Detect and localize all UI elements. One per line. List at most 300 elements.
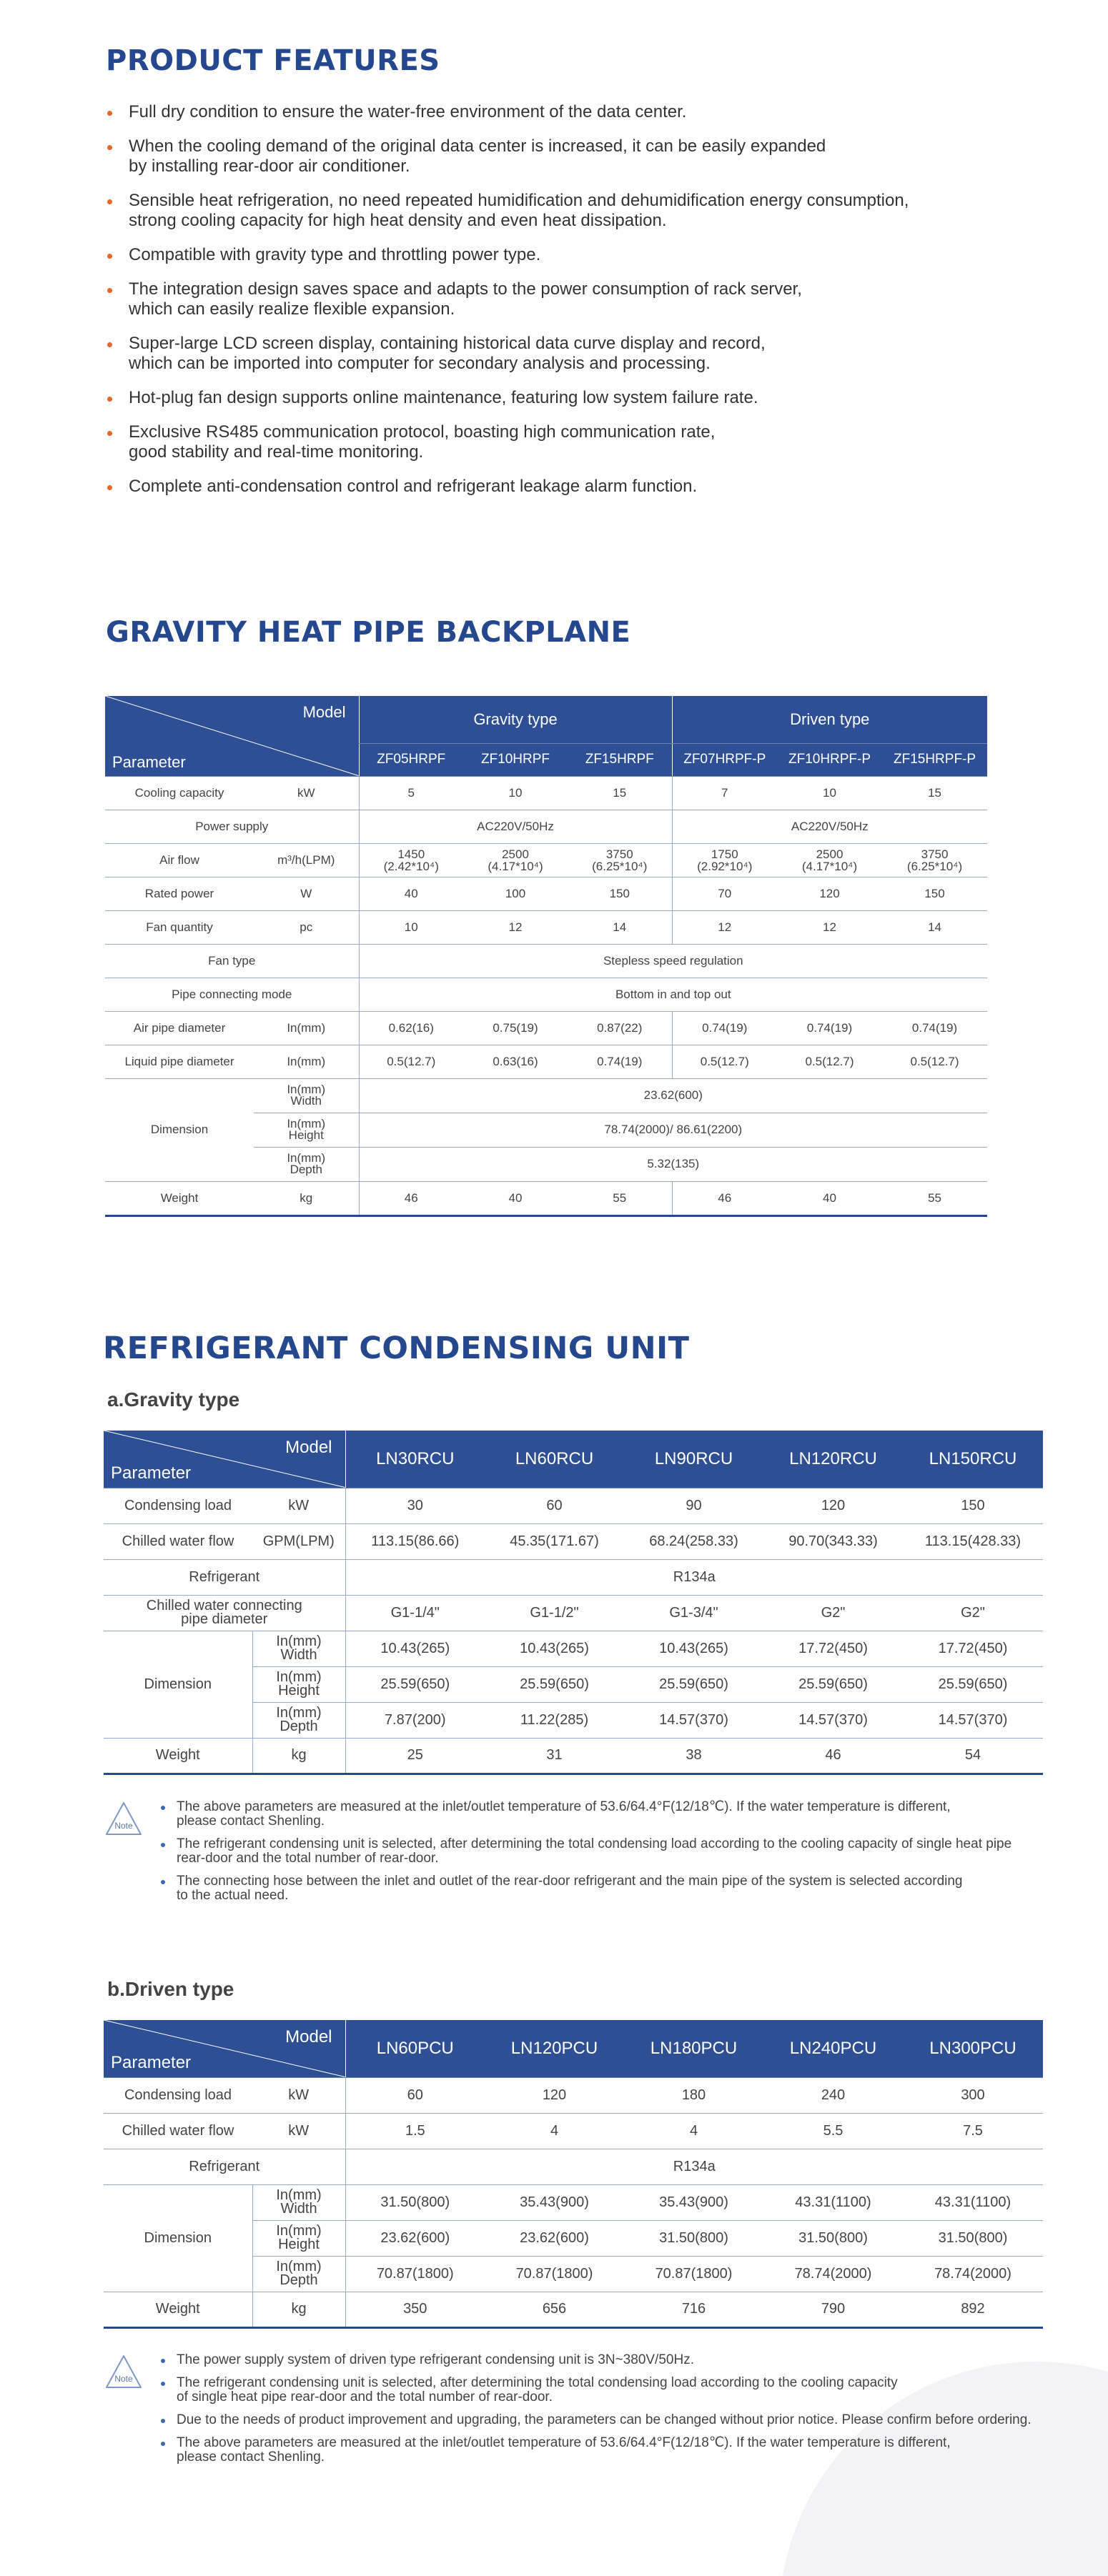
cell-value: 12	[777, 910, 882, 944]
airflow-sub: (4.17*10⁴)	[801, 859, 858, 873]
cell-value: 23.62(600)	[345, 2220, 485, 2256]
cell-value: 54	[903, 1738, 1043, 1774]
cell-value: 11.22(285)	[485, 1702, 624, 1738]
list-item	[161, 1837, 1090, 1866]
cell-value: 10	[359, 910, 463, 944]
list-item-line: Exclusive RS485 communication protocol, boasting high communication rate,	[129, 422, 716, 442]
cell-value: 5.32(135)	[359, 1147, 987, 1181]
model-header: LN150RCU	[903, 1431, 1043, 1488]
row-label-line: Chilled water connecting	[146, 1598, 302, 1613]
airflow-main: 3750	[605, 847, 633, 861]
list-item	[161, 1874, 1090, 1903]
cell-value: 10	[463, 776, 568, 810]
cell-value: 15	[882, 776, 987, 810]
cell-value: G1-1/4"	[345, 1595, 485, 1631]
model-header: LN240PCU	[763, 2020, 903, 2077]
model-header: LN90RCU	[624, 1431, 763, 1488]
list-item-line: The integration design saves space and adapts to the power consumption of rack server,	[129, 279, 802, 299]
cell-value: 46	[763, 1738, 903, 1774]
list-item-line: The refrigerant condensing unit is selected, after determining the total condensing load according to the cooling capacity	[177, 2375, 898, 2390]
cell-value: 120	[485, 2077, 624, 2113]
model-header: ZF15HRPF-P	[882, 743, 987, 776]
dimension-name: Height	[278, 1683, 320, 1699]
cell-value: R134a	[345, 2149, 1043, 2184]
row-label: Weight	[104, 2292, 252, 2327]
cell-value: 150	[903, 1488, 1043, 1523]
dimension-unit	[252, 1631, 345, 1666]
cell-value: 14.57(370)	[903, 1702, 1043, 1738]
table-row	[105, 776, 987, 810]
row-unit: In(mm)	[254, 1045, 359, 1078]
cell-value: 40	[359, 877, 463, 910]
cell-value: 0.5(12.7)	[777, 1045, 882, 1078]
cell-value: 17.72(450)	[903, 1631, 1043, 1666]
dimension-unit	[252, 1702, 345, 1738]
gravity-condensing-table	[104, 1431, 1043, 1775]
cell-value: Bottom in and top out	[359, 978, 987, 1011]
row-label: Dimension	[104, 1631, 252, 1738]
table-corner-header	[104, 1431, 345, 1488]
list-item-line: good stability and real-time monitoring.	[129, 442, 424, 462]
cell-value: 60	[485, 1488, 624, 1523]
airflow-main: 1750	[711, 847, 738, 861]
dimension-unit	[252, 2220, 345, 2256]
row-label: Refrigerant	[104, 1559, 345, 1595]
cell-value: 12	[672, 910, 777, 944]
row-label-line: pipe diameter	[181, 1611, 268, 1627]
driven-type-subtitle: b.Driven type	[107, 1978, 234, 2000]
corner-model-label: Model	[285, 2027, 332, 2047]
cell-value: 0.74(19)	[882, 1011, 987, 1045]
list-item-line: please contact Shenling.	[177, 2450, 325, 2465]
list-item-line: Compatible with gravity type and throttling power type.	[129, 245, 541, 264]
row-label: Air pipe diameter	[105, 1011, 254, 1045]
driven-notes-list	[161, 2353, 1090, 2473]
list-item-line: please contact Shenling.	[177, 1814, 325, 1829]
cell-value: 1.5	[345, 2113, 485, 2149]
cell-value: 43.31(1100)	[903, 2184, 1043, 2220]
cell-value: 14	[568, 910, 672, 944]
cell-value: 4	[485, 2113, 624, 2149]
row-label: Weight	[104, 1738, 252, 1774]
condensing-unit-title: REFRIGERANT CONDENSING UNIT	[103, 1331, 690, 1366]
list-item-line: Sensible heat refrigeration, no need repeated humidification and dehumidification energy consumption,	[129, 191, 909, 210]
cell-value: 46	[359, 1181, 463, 1215]
row-label: Refrigerant	[104, 2149, 345, 2184]
airflow-sub: (2.42*10⁴)	[383, 859, 439, 873]
table-row	[104, 2113, 1043, 2149]
cell-value: 90	[624, 1488, 763, 1523]
dimension-name: Width	[280, 2201, 317, 2217]
table-row	[105, 877, 987, 910]
cell-value: 14	[882, 910, 987, 944]
list-item	[161, 2436, 1090, 2465]
cell-value: 78.74(2000)/ 86.61(2200)	[359, 1113, 987, 1147]
list-item-line: which can easily realize flexible expansion.	[129, 299, 455, 319]
row-unit: W	[254, 877, 359, 910]
cell-value: 25	[345, 1738, 485, 1774]
table-row	[104, 1488, 1043, 1523]
list-item-line: Complete anti-condensation control and refrigerant leakage alarm function.	[129, 477, 698, 496]
dimension-name: Width	[290, 1094, 322, 1108]
row-unit: kg	[252, 1738, 345, 1774]
list-item	[107, 477, 1037, 497]
model-header: LN60RCU	[485, 1431, 624, 1488]
cell-value: 14.57(370)	[624, 1702, 763, 1738]
list-item	[161, 2413, 1090, 2427]
cell-value: 120	[777, 877, 882, 910]
table-row	[105, 910, 987, 944]
driven-notes	[104, 2353, 1090, 2496]
table-row	[105, 978, 987, 1011]
dimension-unit-text: In(mm)	[287, 1117, 326, 1130]
list-item-line: by installing rear-door air conditioner.	[129, 156, 410, 176]
cell-value: 7.5	[903, 2113, 1043, 2149]
cell-value: 12	[463, 910, 568, 944]
cell-value: 790	[763, 2292, 903, 2327]
row-label: Power supply	[105, 810, 359, 843]
cell-value: 4	[624, 2113, 763, 2149]
list-item	[161, 2353, 1090, 2367]
model-header: ZF15HRPF	[568, 743, 672, 776]
cell-value: 10.43(265)	[485, 1631, 624, 1666]
cell-value: 350	[345, 2292, 485, 2327]
table-row	[104, 1738, 1043, 1774]
model-header: LN180PCU	[624, 2020, 763, 2077]
list-item-line: The refrigerant condensing unit is selected, after determining the total condensing load according to the cooling capacity of single heat pipe	[177, 1836, 1012, 1851]
cell-value: 300	[903, 2077, 1043, 2113]
list-item-line: strong cooling capacity for high heat density and even heat dissipation.	[129, 211, 667, 230]
cell-value: 31.50(800)	[763, 2220, 903, 2256]
cell-value: AC220V/50Hz	[672, 810, 987, 843]
features-list	[107, 102, 1037, 511]
cell-value: 120	[763, 1488, 903, 1523]
model-header: ZF10HRPF-P	[777, 743, 882, 776]
row-label: Rated power	[105, 877, 254, 910]
table-row	[104, 1523, 1043, 1559]
list-item	[161, 2376, 1090, 2405]
airflow-sub: (4.17*10⁴)	[488, 859, 543, 873]
row-label: Fan quantity	[105, 910, 254, 944]
table-row	[105, 1011, 987, 1045]
cell-value: 7.87(200)	[345, 1702, 485, 1738]
model-header: LN120PCU	[485, 2020, 624, 2077]
cell-value: 23.62(600)	[485, 2220, 624, 2256]
row-label: Condensing load	[104, 1488, 252, 1523]
cell-value	[777, 843, 882, 877]
cell-value: 100	[463, 877, 568, 910]
note-icon-label: Note	[114, 1821, 133, 1831]
corner-parameter-label: Parameter	[111, 1463, 192, 1483]
table-row	[104, 1559, 1043, 1595]
list-item-line: When the cooling demand of the original data center is increased, it can be easily expanded	[129, 136, 826, 156]
cell-value: 0.63(16)	[463, 1045, 568, 1078]
list-item	[161, 1800, 1090, 1829]
cell-value: 180	[624, 2077, 763, 2113]
corner-parameter-label: Parameter	[111, 2052, 192, 2072]
airflow-sub: (6.25*10⁴)	[906, 859, 963, 873]
dimension-unit-text: In(mm)	[287, 1151, 326, 1165]
cell-value: 25.59(650)	[345, 1666, 485, 1702]
list-item-line: of single heat pipe rear-door and the total number of rear-door.	[177, 2389, 553, 2405]
row-label: Air flow	[105, 843, 254, 877]
cell-value: 113.15(86.66)	[345, 1523, 485, 1559]
list-item-line: Due to the needs of product improvement and upgrading, the parameters can be changed without prior notice. Please confirm before ordering.	[177, 2412, 1032, 2427]
dimension-unit-text: In(mm)	[276, 1669, 322, 1685]
row-label: Liquid pipe diameter	[105, 1045, 254, 1078]
cell-value: 35.43(900)	[624, 2184, 763, 2220]
gravity-notes	[104, 1800, 1090, 1929]
cell-value: 68.24(258.33)	[624, 1523, 763, 1559]
corner-parameter-label: Parameter	[112, 752, 186, 771]
airflow-main: 1450	[397, 847, 425, 861]
dimension-unit	[254, 1147, 359, 1181]
cell-value: 5.5	[763, 2113, 903, 2149]
cell-value: 25.59(650)	[903, 1666, 1043, 1702]
cell-value: Stepless speed regulation	[359, 944, 987, 978]
cell-value: 0.75(19)	[463, 1011, 568, 1045]
cell-value: 45.35(171.67)	[485, 1523, 624, 1559]
cell-value: 10.43(265)	[624, 1631, 763, 1666]
table-row	[105, 1181, 987, 1215]
cell-value: 14.57(370)	[763, 1702, 903, 1738]
cell-value: 78.74(2000)	[763, 2256, 903, 2292]
cell-value: 0.5(12.7)	[882, 1045, 987, 1078]
dimension-name: Depth	[290, 1163, 322, 1176]
row-label: Cooling capacity	[105, 776, 254, 810]
row-unit: kW	[254, 776, 359, 810]
cell-value: 716	[624, 2292, 763, 2327]
model-header: ZF07HRPF-P	[672, 743, 777, 776]
cell-value: 40	[777, 1181, 882, 1215]
airflow-main: 3750	[921, 847, 949, 861]
driven-condensing-table	[104, 2020, 1043, 2329]
dimension-name: Height	[288, 1128, 324, 1142]
cell-value: 70	[672, 877, 777, 910]
dimension-unit	[254, 1113, 359, 1147]
list-item	[107, 245, 1037, 265]
row-label: Condensing load	[104, 2077, 252, 2113]
list-item-line: The above parameters are measured at the inlet/outlet temperature of 53.6/64.4°F(12/18℃). If the water temperature is different,	[177, 2435, 951, 2450]
table-row	[104, 2292, 1043, 2327]
cell-value: 40	[463, 1181, 568, 1215]
cell-value: 0.87(22)	[568, 1011, 672, 1045]
cell-value: 31.50(800)	[903, 2220, 1043, 2256]
cell-value	[359, 843, 463, 877]
cell-value: 35.43(900)	[485, 2184, 624, 2220]
row-unit: kg	[254, 1181, 359, 1215]
cell-value: 25.59(650)	[485, 1666, 624, 1702]
note-icon-label: Note	[114, 2374, 133, 2384]
list-item-line: The power supply system of driven type refrigerant condensing unit is 3N~380V/50Hz.	[177, 2352, 694, 2367]
list-item	[107, 191, 1037, 231]
cell-value: 31.50(800)	[624, 2220, 763, 2256]
cell-value: 5	[359, 776, 463, 810]
note-icon	[104, 2353, 144, 2390]
list-item-line: which can be imported into computer for secondary analysis and processing.	[129, 354, 711, 373]
cell-value	[463, 843, 568, 877]
cell-value	[568, 843, 672, 877]
dimension-unit-text: In(mm)	[276, 2187, 322, 2203]
row-label: Chilled water flow	[104, 1523, 252, 1559]
cell-value: 240	[763, 2077, 903, 2113]
table-row	[104, 1631, 1043, 1666]
row-label: Pipe connecting mode	[105, 978, 359, 1011]
row-label: Fan type	[105, 944, 359, 978]
row-unit: kg	[252, 2292, 345, 2327]
list-item	[107, 422, 1037, 462]
table-corner-header	[104, 2020, 345, 2077]
airflow-main: 2500	[816, 847, 844, 861]
cell-value: 90.70(343.33)	[763, 1523, 903, 1559]
list-item	[107, 136, 1037, 176]
cell-value: 0.74(19)	[568, 1045, 672, 1078]
cell-value: AC220V/50Hz	[359, 810, 672, 843]
row-unit: m³/h(LPM)	[254, 843, 359, 877]
table-row	[105, 944, 987, 978]
cell-value: G1-3/4"	[624, 1595, 763, 1631]
cell-value	[882, 843, 987, 877]
cell-value: 15	[568, 776, 672, 810]
table-row	[104, 2149, 1043, 2184]
cell-value: 0.5(12.7)	[672, 1045, 777, 1078]
dimension-unit-text: In(mm)	[276, 1705, 322, 1721]
list-item-line: Hot-plug fan design supports online maintenance, featuring low system failure rate.	[129, 388, 758, 407]
dimension-name: Width	[280, 1647, 317, 1663]
group-gravity-type: Gravity type	[359, 696, 672, 743]
cell-value: 38	[624, 1738, 763, 1774]
table-row	[104, 2077, 1043, 2113]
cell-value: 113.15(428.33)	[903, 1523, 1043, 1559]
cell-value: 55	[882, 1181, 987, 1215]
cell-value: 70.87(1800)	[624, 2256, 763, 2292]
cell-value: 10.43(265)	[345, 1631, 485, 1666]
cell-value: 23.62(600)	[359, 1078, 987, 1113]
dimension-unit	[252, 1666, 345, 1702]
dimension-unit-text: In(mm)	[276, 2259, 322, 2274]
cell-value: 55	[568, 1181, 672, 1215]
dimension-name: Depth	[280, 2272, 318, 2288]
cell-value: 17.72(450)	[763, 1631, 903, 1666]
cell-value: 7	[672, 776, 777, 810]
cell-value	[672, 843, 777, 877]
model-header: LN60PCU	[345, 2020, 485, 2077]
list-item-line: rear-door and the total number of rear-door.	[177, 1851, 439, 1866]
product-features-title: PRODUCT FEATURES	[106, 44, 440, 77]
cell-value: 31.50(800)	[345, 2184, 485, 2220]
dimension-name: Height	[278, 2237, 320, 2252]
gravity-backplane-title: GRAVITY HEAT PIPE BACKPLANE	[106, 616, 631, 649]
row-label: Chilled water flow	[104, 2113, 252, 2149]
model-header: LN120RCU	[763, 1431, 903, 1488]
cell-value: 78.74(2000)	[903, 2256, 1043, 2292]
model-header: ZF10HRPF	[463, 743, 568, 776]
row-label: Dimension	[104, 2184, 252, 2292]
cell-value: G2"	[903, 1595, 1043, 1631]
cell-value: 25.59(650)	[763, 1666, 903, 1702]
table-row	[104, 2184, 1043, 2220]
cell-value: 46	[672, 1181, 777, 1215]
cell-value: 70.87(1800)	[485, 2256, 624, 2292]
list-item-line: Full dry condition to ensure the water-free environment of the data center.	[129, 102, 687, 121]
list-item-line: The connecting hose between the inlet and outlet of the rear-door refrigerant and the main pipe of the system is selected according	[177, 1874, 963, 1889]
cell-value: G1-1/2"	[485, 1595, 624, 1631]
model-header: LN300PCU	[903, 2020, 1043, 2077]
row-unit: In(mm)	[254, 1011, 359, 1045]
airflow-main: 2500	[502, 847, 529, 861]
row-unit: kW	[252, 2077, 345, 2113]
dimension-unit	[254, 1078, 359, 1113]
row-unit: kW	[252, 1488, 345, 1523]
row-unit: GPM(LPM)	[252, 1523, 345, 1559]
dimension-name: Depth	[280, 1719, 318, 1734]
cell-value: 0.5(12.7)	[359, 1045, 463, 1078]
row-unit: kW	[252, 2113, 345, 2149]
group-driven-type: Driven type	[672, 696, 987, 743]
list-item	[107, 279, 1037, 319]
table-row	[105, 1045, 987, 1078]
list-item-line: to the actual need.	[177, 1888, 289, 1903]
dimension-unit	[252, 2256, 345, 2292]
cell-value: 150	[882, 877, 987, 910]
table-row	[104, 1595, 1043, 1631]
airflow-sub: (2.92*10⁴)	[697, 859, 753, 873]
corner-model-label: Model	[285, 1438, 332, 1457]
model-header: LN30RCU	[345, 1431, 485, 1488]
cell-value: 10	[777, 776, 882, 810]
row-unit: pc	[254, 910, 359, 944]
table-corner-header	[105, 696, 359, 776]
gravity-notes-list	[161, 1800, 1090, 1911]
table-row	[105, 843, 987, 877]
corner-model-label: Model	[302, 703, 346, 721]
row-label: Weight	[105, 1181, 254, 1215]
cell-value: 0.62(16)	[359, 1011, 463, 1045]
cell-value: 31	[485, 1738, 624, 1774]
cell-value: 30	[345, 1488, 485, 1523]
list-item	[107, 102, 1037, 122]
row-label: Dimension	[105, 1078, 254, 1181]
airflow-sub: (6.25*10⁴)	[592, 859, 648, 873]
list-item	[107, 388, 1037, 408]
dimension-unit-text: In(mm)	[276, 2223, 322, 2239]
table-row	[105, 810, 987, 843]
list-item-line: The above parameters are measured at the inlet/outlet temperature of 53.6/64.4°F(12/18℃). If the water temperature is different,	[177, 1799, 951, 1814]
model-header: ZF05HRPF	[359, 743, 463, 776]
cell-value: R134a	[345, 1559, 1043, 1595]
cell-value: 0.74(19)	[777, 1011, 882, 1045]
list-item-line: Super-large LCD screen display, containing historical data curve display and record,	[129, 334, 766, 353]
cell-value: 892	[903, 2292, 1043, 2327]
table-row	[105, 1078, 987, 1113]
cell-value: 25.59(650)	[624, 1666, 763, 1702]
gravity-backplane-table	[105, 696, 987, 1217]
row-label	[104, 1595, 345, 1631]
list-item	[107, 334, 1037, 374]
gravity-type-subtitle: a.Gravity type	[107, 1388, 240, 1411]
dimension-unit-text: In(mm)	[287, 1083, 326, 1096]
dimension-unit-text: In(mm)	[276, 1633, 322, 1649]
dimension-unit	[252, 2184, 345, 2220]
cell-value: G2"	[763, 1595, 903, 1631]
cell-value: 60	[345, 2077, 485, 2113]
cell-value: 150	[568, 877, 672, 910]
cell-value: 70.87(1800)	[345, 2256, 485, 2292]
cell-value: 0.74(19)	[672, 1011, 777, 1045]
cell-value: 656	[485, 2292, 624, 2327]
note-icon	[104, 1800, 144, 1837]
cell-value: 43.31(1100)	[763, 2184, 903, 2220]
